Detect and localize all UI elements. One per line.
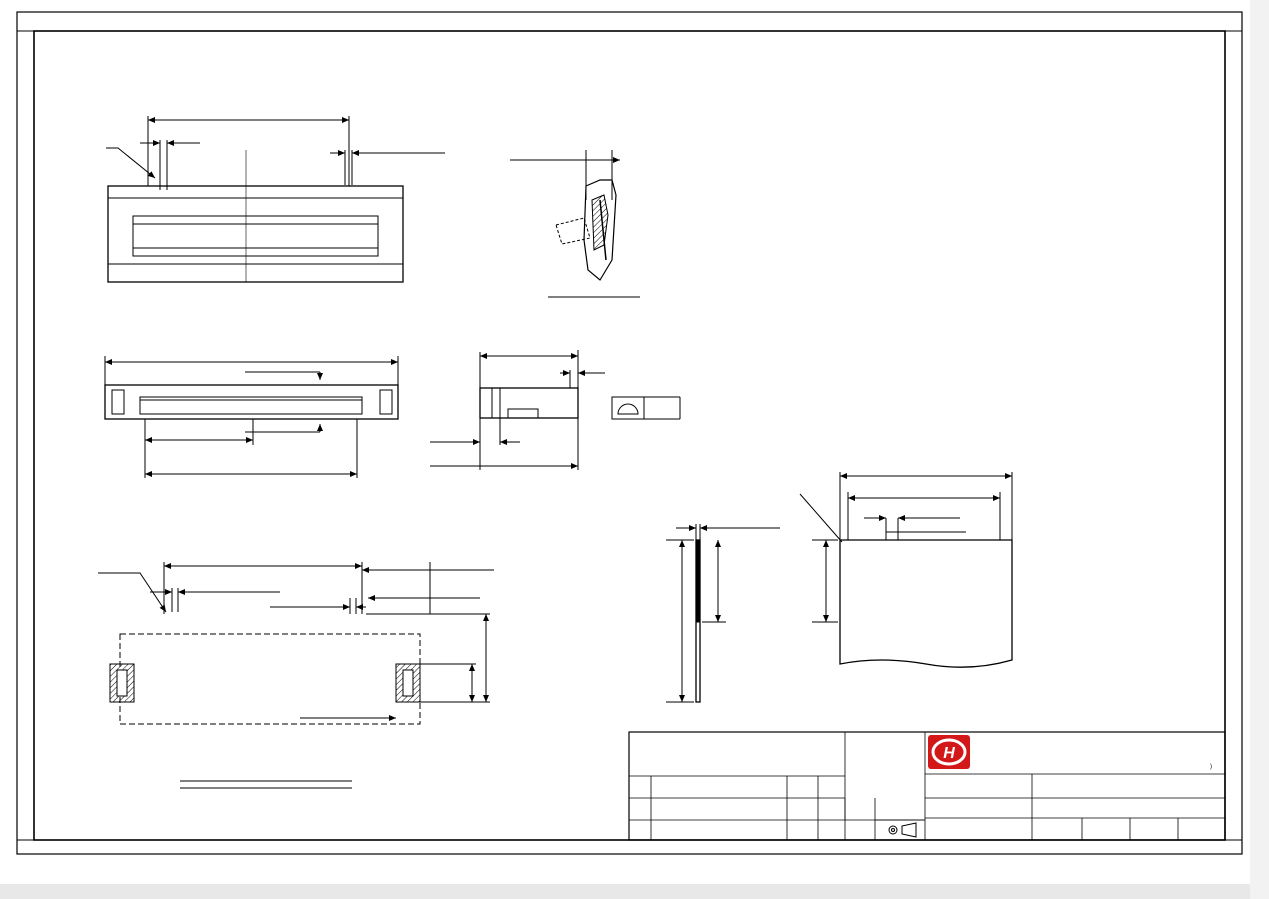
top-view bbox=[106, 116, 445, 282]
viewer-scrollbar[interactable] bbox=[1250, 0, 1269, 899]
svg-text:H: H bbox=[943, 745, 955, 762]
title-block-text bbox=[889, 764, 1212, 837]
svg-text:): ) bbox=[1210, 764, 1212, 770]
fpc-view bbox=[800, 472, 1012, 667]
angle-projection-icon bbox=[889, 823, 916, 837]
title-block bbox=[629, 732, 1225, 840]
side-view bbox=[430, 350, 680, 470]
front-view bbox=[105, 356, 398, 478]
viewer-bottom-bar bbox=[0, 884, 1269, 899]
border-frame bbox=[17, 12, 1242, 854]
footer-note bbox=[0, 855, 1250, 885]
fpc-side-view bbox=[666, 524, 780, 702]
company-logo bbox=[928, 735, 970, 769]
pcb-pattern-view bbox=[98, 562, 494, 788]
section-view bbox=[510, 150, 640, 297]
